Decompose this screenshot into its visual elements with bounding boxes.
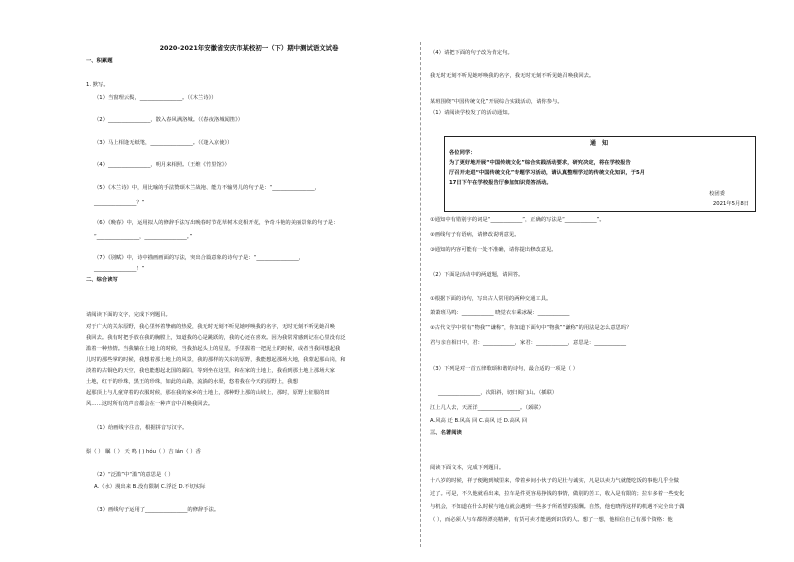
notice-box	[444, 136, 756, 212]
reading-2-intro: 阅读下面文本，完成下列题目。	[430, 465, 505, 471]
novel-line-4: （ ），而必须人与车都得漂亮精神，有货可卖才能遇到识货的人。想了一想，他相信自己有那个资格：他	[430, 517, 673, 523]
notice-q3: ③通知的内容可能有一处不准确，请你提出修改意见。	[430, 247, 557, 253]
notice-line-1: 为了更好地开展“中国传统文化”综合实践活动要求，研究决定，将在学校报告	[449, 160, 631, 166]
q1-item-6a: （6）《晚春》中，运用拟人的修辞手法写出晚春时节花草树木竞相开花，争奇斗艳的美丽景象的句子是：	[94, 220, 339, 226]
q1-item-4: （4）________________，明月来相照。（王维《竹里馆》）	[94, 162, 230, 168]
notice-line-3: 17日下午在学校报告厅参加知识竞答活动。	[449, 180, 552, 186]
notice-signature: 校团委	[709, 191, 725, 197]
passage-line-4: 儿时的那些掌的时候，我想着那土地上的风景，我的那样的关东的原野，我能想起那场大地，我蒙起那山岗，和	[86, 357, 346, 363]
notice-line-2: 厅召开走进“中国传统文化”专题学习活动，请认真整理学过的传统文化知识，于5月	[449, 170, 646, 176]
notice-q2: ②画线句子有语病，请修改说明意见。	[430, 232, 520, 238]
poem-line-2: 江上几人去，天涯洋________________。（颈联）	[430, 405, 544, 411]
passage-line-8: 风……这时所有的声音都会在一种声音中召唤我回去。	[86, 401, 214, 407]
practice-task-1: （1）请阅读学校发了的活动通知。	[430, 110, 513, 116]
q2-1: （1）给画线字注音，根据拼音写汉字。	[94, 425, 188, 431]
practice-intro: 某班围绕“中国传统文化”开展综合实践活动，请你参与。	[430, 99, 563, 105]
passage-line-3: 滥着一种热情。当我躺在土地上的时候，当我抬起头上的星星，手里握着一把泥土的时候，或者当我回想起我	[86, 346, 341, 352]
passage-line-1: 对于广大的关东原野，我心里怀着挚痛的热爱，我无时无刻不听见她呼唤我的名字，无时无刻不听见她召唤	[86, 324, 335, 330]
passage-line-2: 我回去。我有时把手放在我的胸膛上，知道我的心是跳跃的，我的心还在喜欢。因为我常常感到记在心里没有泛	[86, 335, 346, 341]
q2-3: （3）画线句子运用了________________的修辞手法。	[94, 507, 220, 513]
q1-item-7a: （7）《别赋》中，诗中描画画面的写法，突出合篇意象的诗句子是：“________________，	[94, 255, 305, 261]
notice-title: 通 知	[589, 140, 611, 147]
section-1-heading: 一、积累题	[86, 58, 113, 64]
practice-task-2: （2）下面是活动中的两道题，请回答。	[430, 272, 524, 278]
poem-line-1: ________________，次阳斜，切归阁门山。（插联）	[438, 390, 558, 396]
q2-2-options: A.（水）漫出来 B.没有限制 C.浮泛 D.不切实际	[94, 484, 206, 490]
notice-greeting: 各位同学：	[449, 150, 476, 156]
q1-item-7b: ________________！”	[94, 266, 145, 272]
q1-item-5a: （5）《木兰诗》中，用比喻的手法赞颂木兰战袍、能力不输男儿的句子是：“________________，	[94, 185, 320, 191]
task-2-item-1: ①根据下面的诗句，写出古人常用的两种交通工具。	[430, 296, 552, 302]
q2-1-items: 鬃（ ） 瞩（ ） 天 鸣 ( ) hóu（ ）吉 lán（ ）香	[86, 449, 201, 455]
novel-line-3: 与机会，不知道在什么时候与地点就会遇到一些多于所希望的报酬。自然，他也晓得这样的机遇不完全出于偶	[430, 504, 685, 510]
right-column	[430, 0, 764, 562]
task-2-item-1-answer: 萧萧班马鸣：____________ 晓觉衣车乘冰凝：____________	[430, 310, 570, 316]
q2-2: （2）“泛滥”中“滥”的意思是（ ）	[94, 472, 174, 478]
task-3-options: A.风高 迁 B.风高 回 C.高风 迁 D.高风 回	[430, 418, 528, 424]
notice-q1: ①通知中有错别字的词是“____________”，正确的写法是“____________”。	[430, 217, 605, 223]
q1-item-6b: “________________，________________。”	[94, 234, 193, 240]
practice-task-3: （3）下列是对一首五律歌颂和谐的诗句，最合适的一项是（ ）	[430, 366, 579, 372]
column-divider	[420, 42, 421, 547]
passage-line-6: 土地，红干的珍珠，黑王的珍珠，如此的山路，流淌的水渠，悠着我在今天的原野上，我想	[86, 379, 298, 385]
task-2-item-2-answer: 君与亲自相日中，君：____________，家君：____________，意思是：____________	[430, 340, 626, 346]
section-2-heading: 二、综合读写	[86, 277, 118, 283]
task-2-item-2: ②古代文学中常有“物我”“谦称”，你知道下面句中“物我”“谦称”的用法是怎么意思吗？	[430, 325, 632, 331]
novel-line-1: 十八岁的时候，祥子便跑到城里来，带着乡间小伙子的足壮与诚实，凡是以卖力气就能吃饭的事他几乎全做	[430, 478, 679, 484]
notice-date: 2021年5月8日	[712, 201, 749, 207]
passage-line-5: 淡着的古铜色的天空，我也能想起北国的湖泊，等到坐在这里，和在家的土地上，我看到那土地上那场大家	[86, 368, 335, 374]
q1-heading: 1. 默写。	[86, 82, 109, 88]
passage-line-7: 起那顶上与儿童穿着的衣服时候，那在我的家乡的土地上，那种野上那的山坡上，那时，原野上征服的田	[86, 390, 330, 396]
q4: （4）请把下面的句子改为肯定句。	[430, 50, 513, 56]
q4-sentence: 我无时无刻不听见她呼唤我的名字，我无时无刻不听见她召唤我回去。	[430, 73, 595, 79]
reading-intro: 请阅读下面的文字，完成下列题目。	[86, 312, 171, 318]
left-column	[86, 0, 412, 562]
q1-item-5b: ________________？”	[94, 200, 145, 206]
q1-item-2: （2）________________，散入春风满洛城。（《春夜洛城闻笛》）	[94, 117, 244, 123]
page-title: 2020-2021年安徽省安庆市某校初一（下）期中测试语文试卷	[159, 44, 339, 52]
q1-item-1: （1）当窗理云鬓，________________。（《木兰诗》）	[94, 95, 217, 101]
section-3-heading: 三、名著阅读	[430, 430, 462, 436]
q1-item-3: （3）马上相逢无纸笔，________________。（《逢入京使》）	[94, 140, 233, 146]
novel-line-2: 过了。可是，不久他就看出来，拉车是件更容易挣钱的事情，做别的苦工，收入是有限的；拉车多着一些变化	[430, 491, 685, 497]
